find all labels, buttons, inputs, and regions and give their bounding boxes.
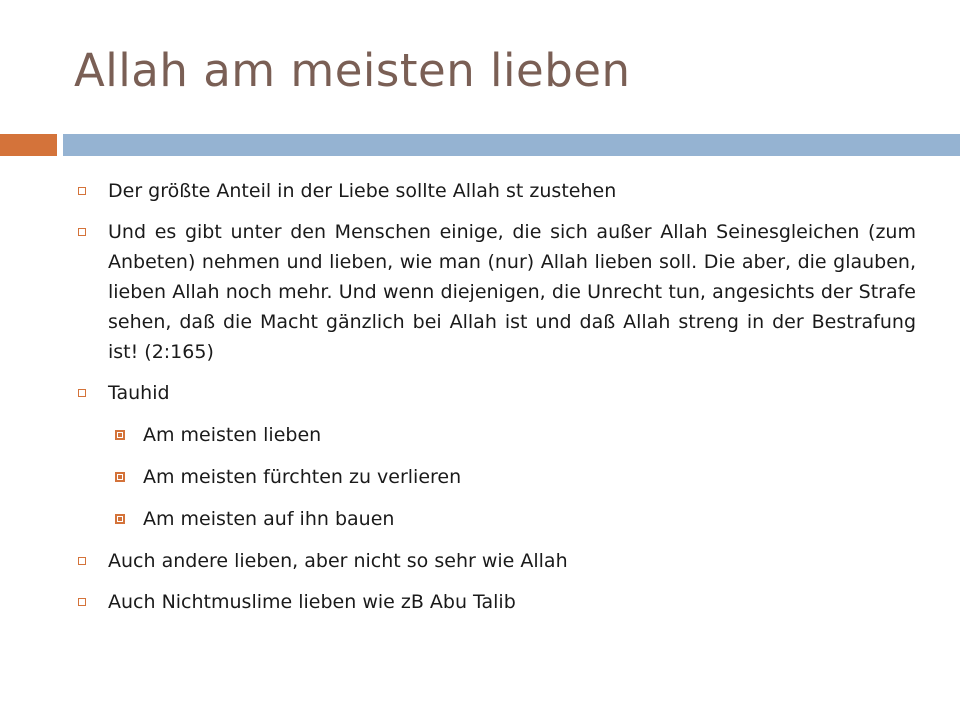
filled-square-bullet-icon xyxy=(115,514,125,524)
bullet-text: Der größte Anteil in der Liebe sollte Allah st zustehen xyxy=(108,180,617,202)
bullet-item xyxy=(76,587,916,617)
sub-bullet-item xyxy=(114,504,916,534)
square-bullet-icon xyxy=(78,598,86,606)
bullet-text: Und es gibt unter den Menschen einige, die sich außer Allah Seinesgleichen (zum Anbeten) nehmen und lieben, wie man (nur) Allah lieben soll. Die aber, die glauben, lieben Allah noch mehr. Und wenn diejenigen, die Unrecht tun, angesichts der Strafe sehen, daß die Macht gänzlich bei Allah ist und daß Allah streng in der Bestrafung ist! (2:165) xyxy=(108,221,916,363)
bullet-item xyxy=(76,546,916,576)
title-underline-bar xyxy=(63,134,960,156)
bullet-item-quote xyxy=(76,217,916,367)
sub-bullet-text: Am meisten auf ihn bauen xyxy=(143,508,395,530)
sub-bullet-item xyxy=(114,462,916,492)
bullet-text: Tauhid xyxy=(108,382,170,404)
sub-bullet-text: Am meisten fürchten zu verlieren xyxy=(143,466,462,488)
sub-bullet-text: Am meisten lieben xyxy=(143,424,322,446)
filled-square-bullet-icon xyxy=(115,472,125,482)
square-bullet-icon xyxy=(78,557,86,565)
accent-bar xyxy=(0,134,57,156)
sub-bullet-item xyxy=(114,420,916,450)
bullet-text: Auch Nichtmuslime lieben wie zB Abu Talib xyxy=(108,591,516,613)
square-bullet-icon xyxy=(78,228,86,236)
slide-title: Allah am meisten lieben xyxy=(74,44,631,97)
bullet-item xyxy=(76,378,916,408)
square-bullet-icon xyxy=(78,187,86,195)
filled-square-bullet-icon xyxy=(115,430,125,440)
bullet-item xyxy=(76,176,916,206)
square-bullet-icon xyxy=(78,389,86,397)
bullet-list xyxy=(76,176,916,628)
bullet-text: Auch andere lieben, aber nicht so sehr wie Allah xyxy=(108,550,568,572)
